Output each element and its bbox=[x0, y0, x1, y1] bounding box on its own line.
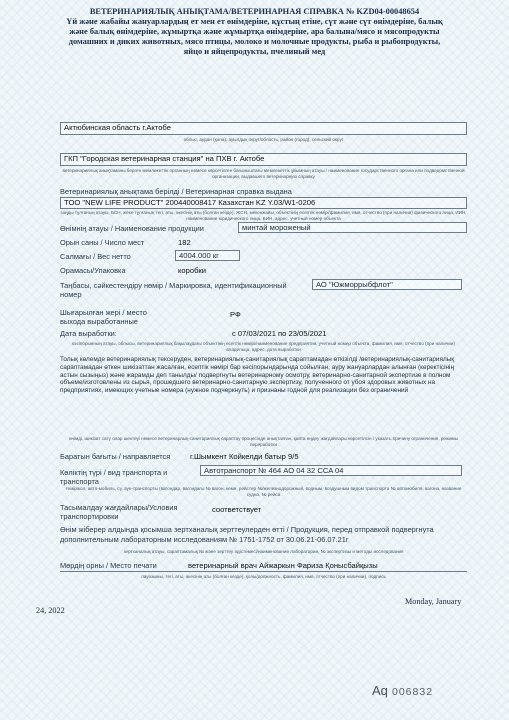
product-value: минтай мороженый bbox=[242, 223, 311, 232]
origin-caption: кәсіпорынның атауы, облысы, ветеринариялық бақылаудағы объектінің есептік нөмірі/наименование предприятия, учетный номер объекта, фамилия, имя, отчество (при наличии) владельца, адрес, дата выработки bbox=[72, 341, 455, 352]
date-day-year: 24, 2022 bbox=[36, 606, 65, 615]
origin-label: Шығарылған жері / место выхода выработанные bbox=[60, 308, 147, 326]
serial-prefix: Aq bbox=[372, 683, 388, 698]
origin-value: РФ bbox=[230, 310, 241, 319]
serial-number: 006832 bbox=[392, 686, 434, 698]
conditions-label: Тасымалдау жағдайлары/Условия транспортировки bbox=[60, 503, 178, 521]
weight-unit: кг bbox=[212, 251, 219, 260]
issued-to-label: Ветеринариялық анықтама берілді / Ветеринарная справка выдана bbox=[60, 187, 292, 196]
issued-to-value: TOO "NEW LIFE PRODUCT" 200440008417 Казахстан KZ Y.03/W1-0206 bbox=[64, 198, 316, 207]
destination-label: Баратын бағыты / направляется bbox=[60, 452, 171, 461]
doctor-underline bbox=[60, 571, 467, 572]
product-field bbox=[238, 222, 467, 233]
transport-label: Көліктің түрі / вид транспорта и транспорта bbox=[60, 468, 168, 486]
transport-caption: теміржол, авто-мобиль, су, әуе-транспорты (вагондар, вагондағы № вагон, кеме, рейстер №/железнодорожный, водным, воздушным видом транспорта № автомобиля, вагона, название судна, № рейса bbox=[65, 486, 462, 497]
places-value: 182 bbox=[178, 238, 191, 247]
region-field bbox=[60, 122, 467, 135]
destination-value: г.Шымкент Койкелди батыр 9/5 bbox=[190, 452, 299, 461]
date-weekday: Monday, January bbox=[405, 597, 462, 606]
inspection-caption: өнімді, шикізат сату олар шектеуі немесе ветеринарлық-санитариялық сараптау процесінде анықталған, қайта өңдеу жағдайлары көрсетілсін / указать причину ограничения, режимы переработки bbox=[68, 436, 459, 447]
certificate-title: ВЕТЕРИНАРИЯЛЫҚ АНЫҚТАМА/ВЕТЕРИНАРНАЯ СПРАВКА № KZD04-00048654 bbox=[89, 7, 420, 16]
production-date-label: Дата выработки: bbox=[60, 329, 117, 338]
places-label: Орын саны / Число мест bbox=[60, 238, 145, 247]
transport-value: Автотранспорт № 464 АО 04 32 CCA 04 bbox=[204, 466, 344, 475]
header-line-2: Үй және жабайы жануарлардың ет мен ет өнімдеріне, құстың етіне, сүт және сүт өнімдеріне, балық bbox=[66, 17, 443, 26]
doctor-value: ветеринарный врач Айжаркын Фариза Қонысбайқызы bbox=[188, 561, 378, 570]
issued-to-caption: заңды тұлғаның атауы, БСН, жеке тұлғаның тегі, аты, әкесінің аты (болған кезде), ЖСН, мекенжайы, объектінің есептік нөмірі/фамилия, имя, отчество (при наличии) физического лица, ИИН, наименование юридического лица, БИН, адрес, учетный номер объекта bbox=[60, 210, 467, 221]
header-line-4: домашних и диких животных, мясо птицы, молоко и молочные продукты, рыба и рыбопродукты, bbox=[68, 37, 441, 46]
conditions-value: соответствует bbox=[212, 505, 262, 514]
region-value: Актюбинская область г.Актобе bbox=[64, 123, 171, 132]
marking-value: АО "Южморрыбфлот" bbox=[316, 280, 393, 289]
weight-field bbox=[175, 250, 240, 261]
issued-to-field bbox=[60, 197, 467, 209]
transport-field bbox=[200, 465, 462, 476]
stamp-place-label: Мөрдің орны / Место печати bbox=[60, 561, 157, 570]
weight-label: Салмағы / Вес нетто bbox=[60, 252, 131, 261]
inspection-text: Толық көлемде ветеринариялық тексеруден, ветеринариялық-санитариялық сараптамадан өткізілді /ветеринариялық-санитариялық сараптамадан өткен шикізаттан жасалған, есептік нөмірі бар кәсіпорындарында сойылған, ауру жануарлардан алынған (керектісінің астын сызыңыз) және жарамды деп танылды/ подвергнуты ветеринарному осмотру, ветеринарно-санитарной экспертизе в полном объеме/изготовлены из сырья, прошедшего ветеринарно-санитарную экспертизу, полученного от убоя здоровых животных на предприятиях, имеющих учетные номера (нужное подчеркнуть) и признаны годной для реализации без ограничений bbox=[60, 356, 455, 395]
issuer-value: ГКП "Городская ветеринарная станция" на ПХВ г. Актобе bbox=[64, 154, 265, 163]
marking-field bbox=[312, 279, 462, 290]
region-caption: облыс, аудан (қала), ауылдық округ/область, район (город), сельский округ bbox=[183, 137, 344, 142]
header-line-5: яйцо и яйцепродукты, пчелиный мед bbox=[183, 47, 326, 56]
lab-line-2: дополнительным лабораторным исследованиям № 1751-1752 от 30.06.21-06.07.21г bbox=[60, 535, 349, 544]
lab-caption: зертханалық атауы, сараптамалық № және зерттеу әдістемесі/наименование лаборатории, № экспертизы и методы исследования bbox=[123, 549, 404, 554]
production-date-value: с 07/03/2021 по 23/05/2021 bbox=[232, 329, 327, 338]
header-line-3: және балық өнімдеріне, жұмыртқа және жұмыртқа өнімдеріне, ара балына/мясо и мясопродукты bbox=[69, 27, 440, 36]
product-label: Өнімнің атауы / Наименование продукции bbox=[60, 224, 204, 233]
doctor-caption: лауазымы, тегі, аты, әкесінің аты (болған кезде), қолы/должность, фамилия, имя, отчество (при наличии), подпись bbox=[141, 574, 386, 579]
packaging-value: коробки bbox=[178, 266, 206, 275]
packaging-label: Орамасы/Упаковка bbox=[60, 266, 126, 275]
marking-label: Таңбасы, сәйкестендіру нөмір / Маркировка, идентификационный номер bbox=[60, 281, 287, 299]
issuer-field bbox=[60, 153, 467, 166]
issuer-caption: ветеринариялық анықтаманы берген мемлекеттік органның немесе көрсетілген бағыныштағы мемлекеттік ұйымның атауы / наименование государственного органа или подведомственной организации, выдавшего ветеринарную справку bbox=[62, 168, 465, 179]
weight-value: 4004.000 bbox=[179, 251, 211, 260]
lab-line-1: Өнім жіберер алдында қосымша зертханалық зерттеулерден өтті / Продукция, перед отправкой подвергнута bbox=[60, 525, 434, 534]
